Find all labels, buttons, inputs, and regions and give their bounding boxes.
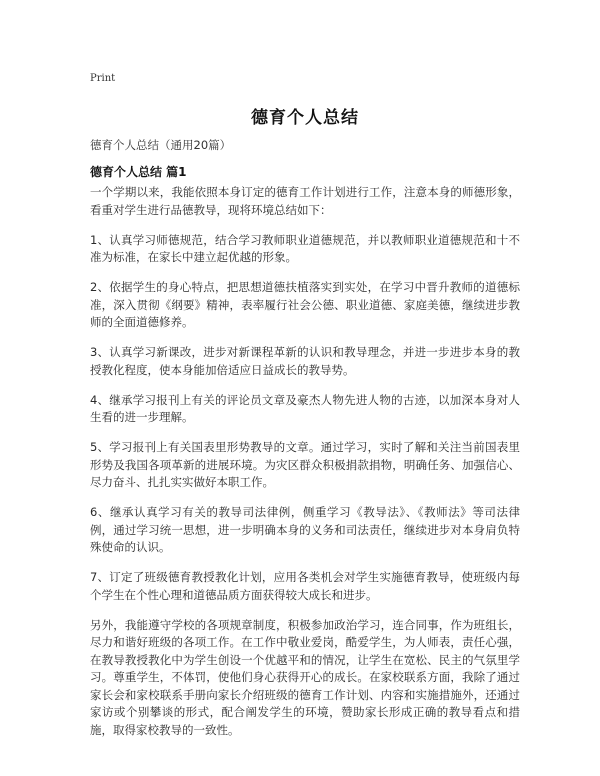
- section-heading: 德育个人总结 篇1: [90, 165, 187, 179]
- document-subtitle: 德育个人总结（通用20篇）: [90, 138, 232, 152]
- page-title: 德育个人总结: [251, 108, 359, 128]
- paragraph-4: 4、继承学习报刊上有关的评论员文章及豪杰人物先进人物的古迹，以加深本身对人生看的进一步理解。: [90, 392, 520, 424]
- paragraph-1: 1、认真学习师德规范，结合学习教师职业道德规范，并以教师职业道德规范和十不准为标准，在家长中建立起优越的形象。: [90, 232, 520, 264]
- print-label: Print: [90, 73, 116, 84]
- paragraph-7: 7、订定了班级德育教授教化计划，应用各类机会对学生实施德育教导，使班级内每个学生在个性心理和道德品质方面获得较大成长和进步。: [90, 570, 520, 602]
- paragraph-2: 2、依据学生的身心特点，把思想道德扶植落实到实处，在学习中晋升教师的道德标准，深入贯彻《纲要》精神，表率履行社会公德、职业道德、家庭美德，继续进步教师的全面道德修养。: [90, 280, 520, 329]
- paragraph-intro: 一个学期以来，我能依照本身订定的德育工作计划进行工作，注意本身的师德形象，看重对学生进行品德教导，现将环境总结如下：: [90, 185, 520, 217]
- paragraph-6: 6、继承认真学习有关的教导司法律例，侧重学习《教导法》、《教师法》等司法律例，通过学习统一思想，进一步明确本身的义务和司法责任，继续进步对本身肩负特殊使命的认识。: [90, 505, 520, 554]
- paragraph-conclusion: 另外，我能遵守学校的各项规章制度，积极参加政治学习，连合同事，作为班组长，尽力和谐好班级的各项工作。在工作中敬业爱岗，酷爱学生，为人师表，责任心强，在教导教授教化中为学生创设一个优越平和的情况，让学生在宽松、民主的气氛里学习。尊重学生，不体罚，使他们身心获得开心的成长。在家校联系方面，我除了通过家长会和家校联系手册向家长介绍班级的德育工作计划、内容和实施措施外，还通过家访或个别攀谈的形式，配合阐发学生的环境，赞助家长形成正确的教导看点和措施，取得家校教导的一致性。: [90, 617, 520, 737]
- paragraph-5: 5、学习报刊上有关国表里形势教导的文章。通过学习，实时了解和关注当前国表里形势及我国各项革新的进展环境。为灾区群众积极捐款捐物，明确任务、加强信心、尽力奋斗、扎扎实实做好本职工作。: [90, 440, 520, 489]
- paragraph-3: 3、认真学习新课改，进步对新课程革新的认识和教导理念，并进一步进步本身的教授教化程度，使本身能加倍适应日益成长的教导势。: [90, 345, 520, 377]
- body-text: [90, 184, 520, 752]
